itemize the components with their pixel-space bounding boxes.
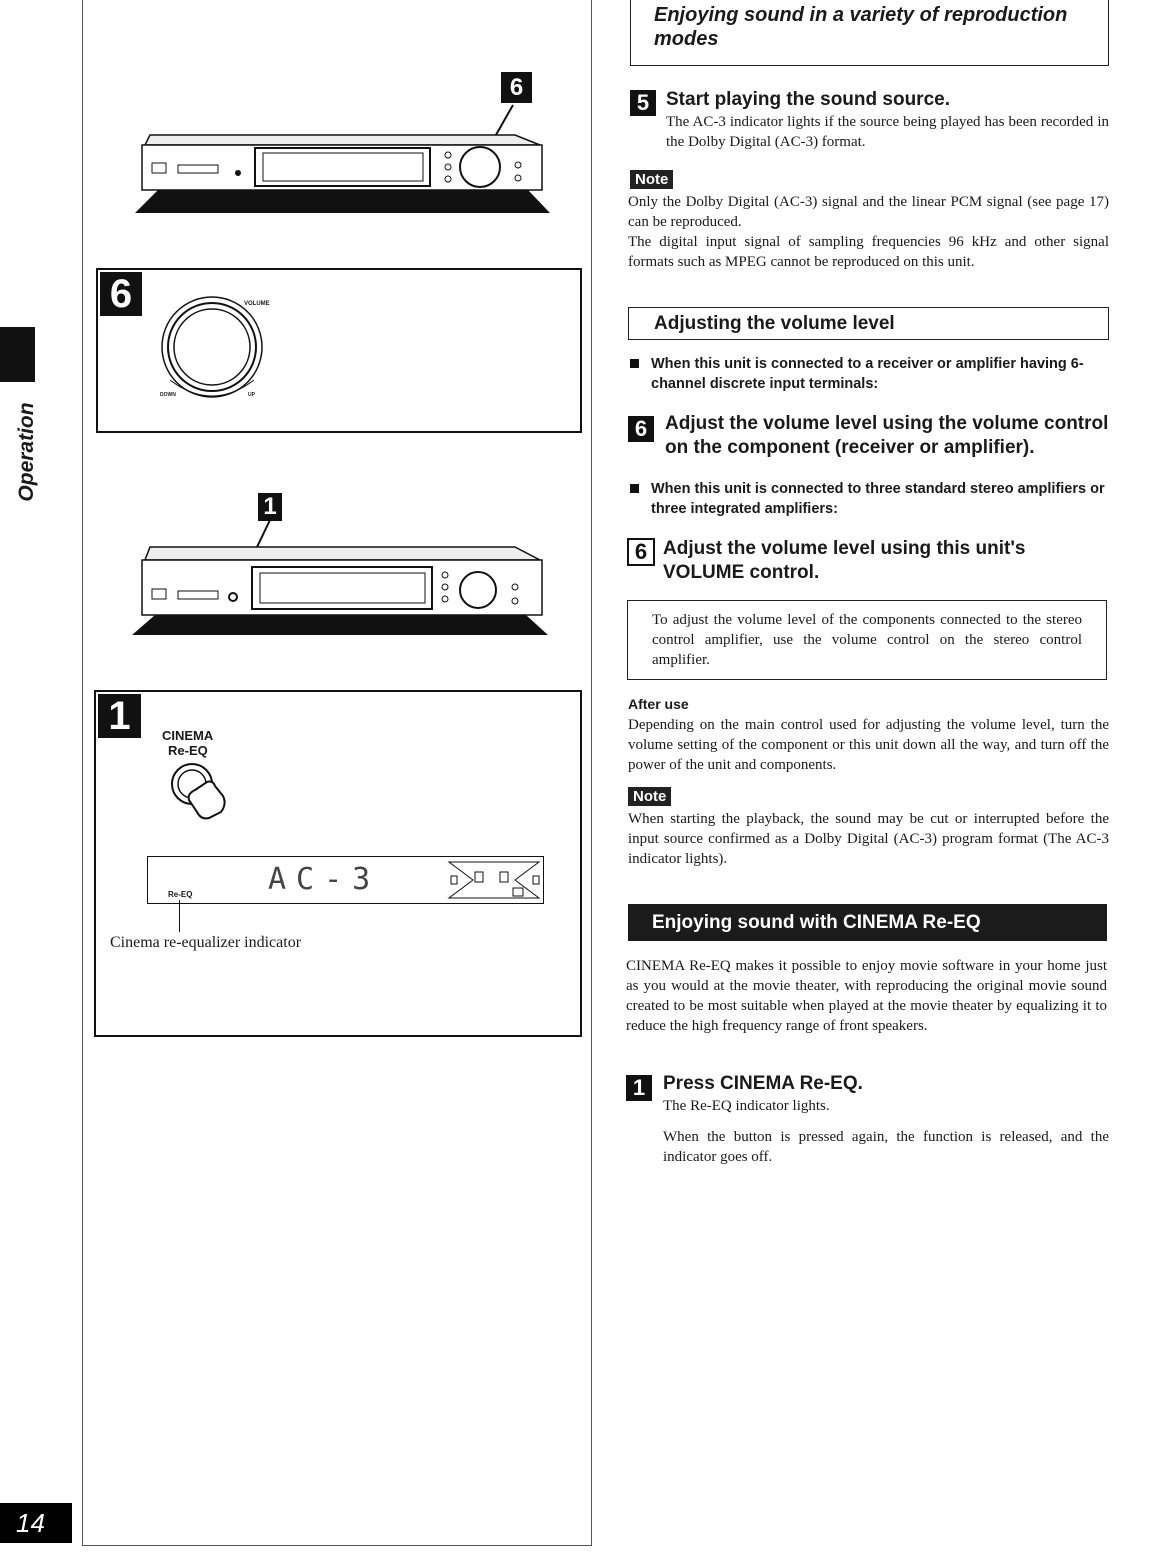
note-2-body: When starting the playback, the sound may be cut or interrupted before the input source confirmed as a Dolby Digital (AC-3) program format (The AC-3 indicator lights). xyxy=(628,811,1109,867)
bullet-1-marker xyxy=(630,359,639,368)
display-speaker-indicators xyxy=(445,858,543,903)
note-1-para-2: The digital input signal of sampling frequencies 96 kHz and other signal formats such as MPEG cannot be reproduced on this unit. xyxy=(628,234,1109,270)
page-number: 14 xyxy=(0,1503,72,1543)
volume-box-number: 6 xyxy=(100,272,142,316)
after-use-title: After use xyxy=(628,696,689,712)
step-1-badge: 1 xyxy=(626,1075,652,1101)
bullet-2-text: When this unit is connected to three standard stereo amplifiers or three integrated amplifiers: xyxy=(651,481,1105,517)
step-1-title: Press CINEMA Re-EQ. xyxy=(663,1073,863,1094)
step-1-body-2: When the button is pressed again, the function is released, and the indicator goes off. xyxy=(663,1129,1109,1165)
side-tab-label: Operation xyxy=(15,402,38,502)
bullet-1-text: When this unit is connected to a receiver or amplifier having 6-channel discrete input terminals: xyxy=(651,356,1084,392)
cinema-button-label-1: CINEMA xyxy=(162,728,214,743)
volume-section-heading: Adjusting the volume level xyxy=(628,307,1109,340)
pressing-hand-icon xyxy=(165,760,235,825)
step-5-badge: 5 xyxy=(630,90,656,116)
step-6-callout: 6 xyxy=(501,72,532,103)
cinema-box-number: 1 xyxy=(98,694,141,738)
step-5-title: Start playing the sound source. xyxy=(666,89,950,110)
info-box-text: To adjust the volume level of the components connected to the stereo control amplifier, use the volume control on the stereo control amplifier. xyxy=(652,612,1082,668)
note-1-label: Note xyxy=(630,170,673,189)
volume-knob xyxy=(150,292,280,407)
volume-label: VOLUME xyxy=(244,301,270,307)
volume-down-label: DOWN xyxy=(160,392,176,398)
indicator-caption: Cinema re-equalizer indicator xyxy=(110,934,302,951)
side-tab-marker xyxy=(0,327,35,382)
volume-up-label: UP xyxy=(248,392,255,398)
cinema-section-banner: Enjoying sound with CINEMA Re-EQ xyxy=(628,904,1107,941)
step-6a-title: Adjust the volume level using the volume control on the component (receiver or amplifier). xyxy=(665,413,1109,458)
display-reeq-label: Re-EQ xyxy=(168,890,193,899)
step-6b-badge: 6 xyxy=(627,538,655,566)
step-1-callout: 1 xyxy=(258,493,282,521)
cinema-button-label-2: Re-EQ xyxy=(168,743,208,758)
step-6b-title: Adjust the volume level using this unit's VOLUME control. xyxy=(663,538,1026,583)
after-use-body: Depending on the main control used for adjusting the volume level, turn the volume setting of the component or this unit down all the way, and turn off the power of the unit and components. xyxy=(628,717,1109,773)
note-1-para-1: Only the Dolby Digital (AC-3) signal and the linear PCM signal (see page 17) can be reproduced. xyxy=(628,194,1109,230)
receiver-illustration-bottom xyxy=(130,515,550,637)
step-1-body-1: The Re-EQ indicator lights. xyxy=(663,1098,830,1114)
display-ac3-text: AC-3 xyxy=(268,862,381,897)
note-2-label: Note xyxy=(628,787,671,806)
indicator-leader-line xyxy=(179,900,180,932)
receiver-illustration-top xyxy=(130,95,550,215)
bullet-2-marker xyxy=(630,484,639,493)
top-header-title: Enjoying sound in a variety of reproduction modes xyxy=(654,4,1068,50)
step-6a-badge: 6 xyxy=(628,416,654,442)
cinema-intro-body: CINEMA Re-EQ makes it possible to enjoy movie software in your home just as you would at the movie theater, with reproducing the original movie sound created to be most suitable when played at the movie theater by equalizing it to reduce the high frequency range of front speakers. xyxy=(626,958,1107,1034)
step-5-body: The AC-3 indicator lights if the source being played has been recorded in the Dolby Digital (AC-3) format. xyxy=(666,114,1109,150)
